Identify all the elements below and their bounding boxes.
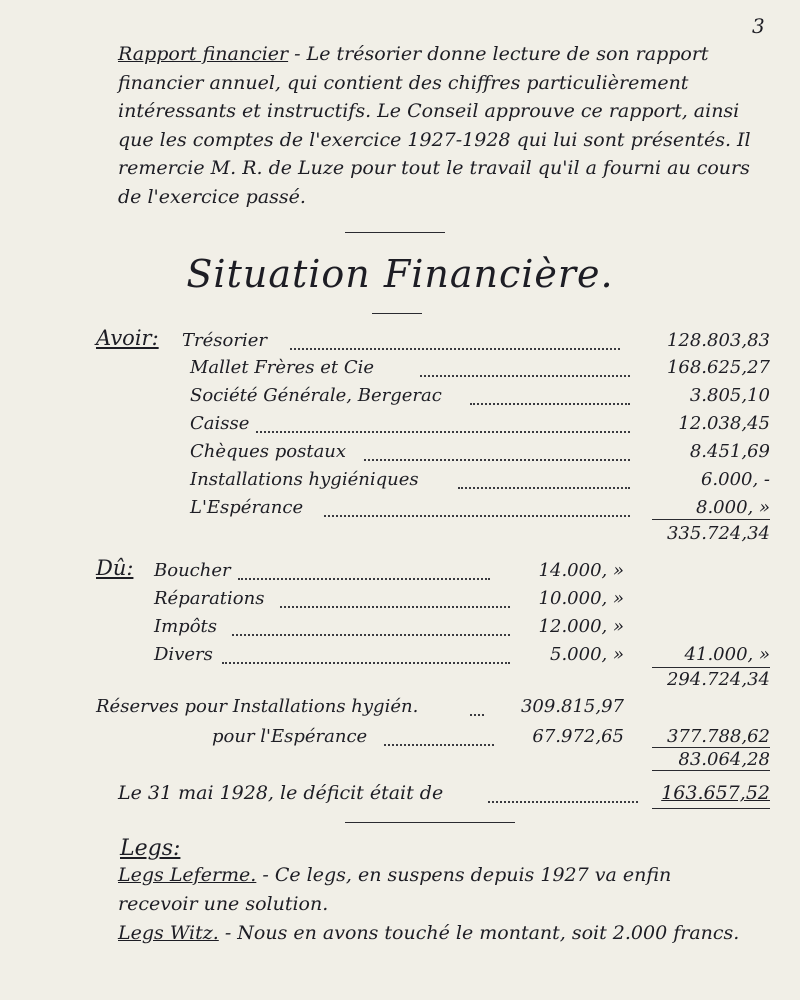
avoir-item-amount: 128.803,83 bbox=[666, 330, 770, 351]
avoir-item-amount: 168.625,27 bbox=[666, 357, 770, 378]
financial-report-paragraph bbox=[118, 40, 778, 211]
leader-dots bbox=[470, 714, 484, 716]
total-rule bbox=[652, 667, 770, 668]
avoir-item-label: Installations hygiéniques bbox=[190, 469, 419, 490]
avoir-item-amount: 12.038,45 bbox=[678, 413, 770, 434]
legs-leferme-line bbox=[118, 864, 671, 886]
avoir-item-label: Trésorier bbox=[182, 330, 267, 351]
reserves-net: 83.064,28 bbox=[678, 749, 770, 770]
leader-dots bbox=[384, 744, 494, 746]
leader-dots bbox=[256, 431, 630, 433]
avoir-item-label: Société Générale, Bergerac bbox=[190, 385, 442, 406]
legs-witz-text: - Nous en avons touché le montant, soit 2.000 francs. bbox=[224, 922, 740, 944]
leader-dots bbox=[458, 487, 630, 489]
divider-rule bbox=[372, 313, 422, 314]
avoir-item-label: Caisse bbox=[190, 413, 250, 434]
legs-leferme-name: Legs Leferme. bbox=[118, 864, 257, 886]
legs-section-title: Legs: bbox=[120, 836, 181, 861]
total-rule bbox=[652, 747, 770, 748]
leader-dots bbox=[222, 662, 510, 664]
total-rule bbox=[652, 808, 770, 809]
divider-rule bbox=[345, 822, 515, 823]
avoir-item-label: L'Espérance bbox=[190, 497, 304, 518]
legs-leferme-continuation: recevoir une solution. bbox=[118, 893, 329, 915]
du-item-amount: 10.000, » bbox=[538, 588, 624, 609]
page-title: Situation Financière. bbox=[186, 252, 614, 296]
leader-dots bbox=[470, 403, 630, 405]
paragraph-heading: Rapport financier bbox=[118, 43, 289, 65]
divider-rule bbox=[345, 232, 445, 233]
du-item-label: Divers bbox=[154, 644, 213, 665]
leader-dots bbox=[290, 348, 620, 350]
deficit-text: Le 31 mai 1928, le déficit était de bbox=[118, 782, 444, 804]
reserves-label: Réserves pour Installations hygién. bbox=[96, 696, 419, 717]
avoir-item-amount: 8.451,69 bbox=[689, 441, 770, 462]
deficit-amount: 163.657,52 bbox=[661, 782, 770, 804]
paragraph-text: - Le trésorier donne lecture de son rapport financier annuel, qui contient des chiffres particulièrement intéressants et instructifs. Le Conseil approuve ce rapport, ainsi que les comptes de l'exercice 1927-1928 qui lui sont présentés. Il remercie M. R. de Luze pour tout le travail qu'il a fourni au cours de l'exercice passé. bbox=[118, 43, 751, 208]
avoir-total: 335.724,34 bbox=[666, 523, 770, 544]
legs-witz-line bbox=[118, 922, 739, 944]
reserves-amount-1: 309.815,97 bbox=[520, 696, 624, 717]
leader-dots bbox=[280, 606, 510, 608]
avoir-item-label: Chèques postaux bbox=[190, 441, 347, 462]
leader-dots bbox=[238, 578, 490, 580]
du-balance: 294.724,34 bbox=[666, 669, 770, 690]
du-item-amount: 12.000, » bbox=[538, 616, 624, 637]
reserves-label-2: pour l'Espérance bbox=[212, 726, 368, 747]
leader-dots bbox=[488, 801, 638, 803]
du-item-amount: 14.000, » bbox=[538, 560, 624, 581]
legs-leferme-text: - Ce legs, en suspens depuis 1927 va enfin bbox=[262, 864, 672, 886]
avoir-item-amount: 3.805,10 bbox=[689, 385, 770, 406]
leader-dots bbox=[364, 459, 630, 461]
reserves-total: 377.788,62 bbox=[666, 726, 770, 747]
avoir-item-amount: 6.000, - bbox=[700, 469, 770, 490]
page-number: 3 bbox=[752, 14, 765, 38]
leader-dots bbox=[232, 634, 510, 636]
du-label: Dû: bbox=[96, 556, 134, 580]
leader-dots bbox=[324, 515, 630, 517]
leader-dots bbox=[420, 375, 630, 377]
avoir-item-amount: 8.000, » bbox=[696, 497, 770, 518]
avoir-item-label: Mallet Frères et Cie bbox=[190, 357, 375, 378]
total-rule bbox=[652, 519, 770, 520]
du-total: 41.000, » bbox=[684, 644, 770, 665]
du-item-amount: 5.000, » bbox=[550, 644, 624, 665]
du-item-label: Réparations bbox=[154, 588, 265, 609]
du-item-label: Impôts bbox=[154, 616, 218, 637]
total-rule bbox=[652, 770, 770, 771]
avoir-label: Avoir: bbox=[96, 326, 159, 350]
legs-witz-name: Legs Witz. bbox=[118, 922, 219, 944]
du-item-label: Boucher bbox=[154, 560, 231, 581]
reserves-amount-2: 67.972,65 bbox=[532, 726, 624, 747]
